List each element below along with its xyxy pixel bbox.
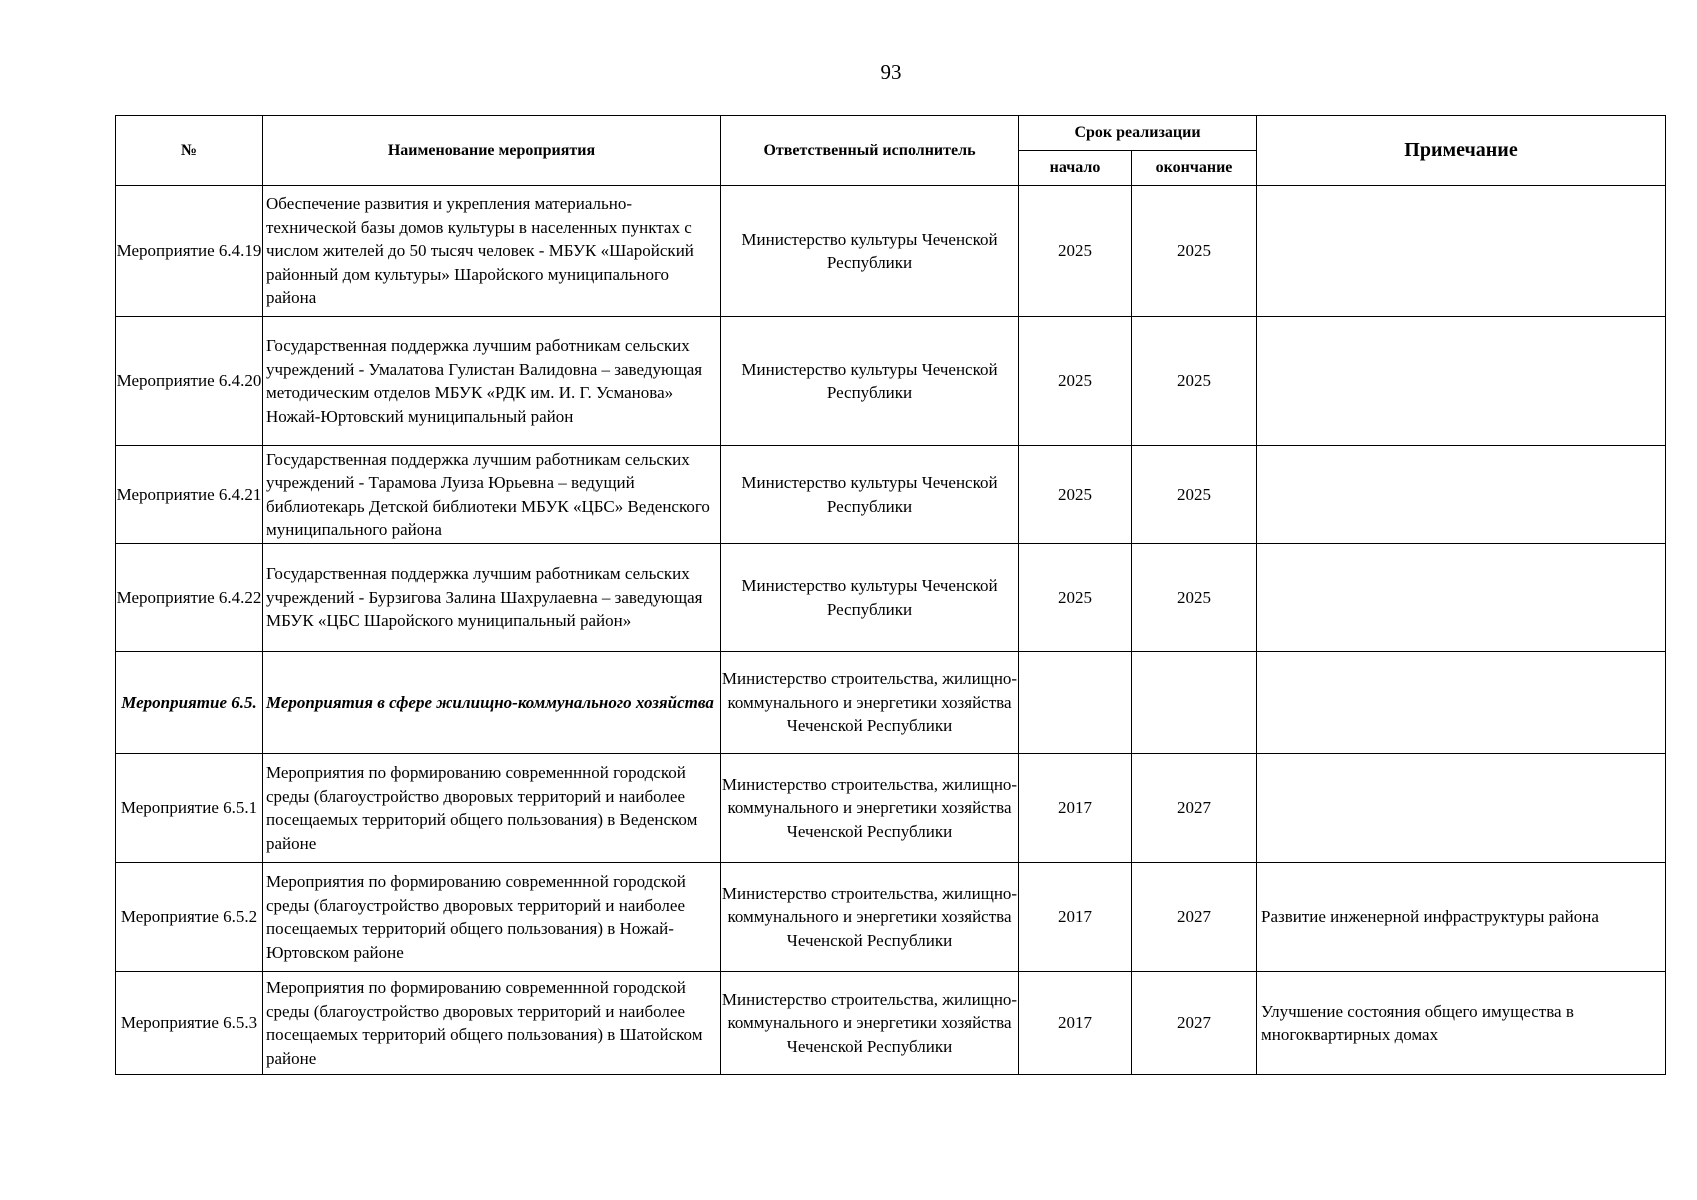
- row-note: Улучшение состояния общего имущества в многоквартирных домах: [1257, 972, 1666, 1075]
- column-header-name: Наименование мероприятия: [263, 116, 721, 186]
- row-note: [1257, 652, 1666, 754]
- row-executor: Министерство культуры Чеченской Республики: [721, 186, 1019, 317]
- column-header-executor: Ответственный исполнитель: [721, 116, 1019, 186]
- row-end: 2025: [1132, 186, 1257, 317]
- row-executor: Министерство культуры Чеченской Республики: [721, 544, 1019, 652]
- row-name: Мероприятия по формированию современнной городской среды (благоустройство дворовых территорий и наиболее посещаемых территорий общего пользования) в Шатойском районе: [263, 972, 721, 1075]
- row-end: 2025: [1132, 544, 1257, 652]
- row-name: Мероприятия по формированию современнной городской среды (благоустройство дворовых территорий и наиболее посещаемых территорий общего пользования) в Ножай-Юртовском районе: [263, 863, 721, 972]
- row-end: 2025: [1132, 317, 1257, 446]
- row-note: [1257, 317, 1666, 446]
- row-start: 2025: [1019, 446, 1132, 544]
- table-row: [116, 972, 1666, 1075]
- row-note: [1257, 446, 1666, 544]
- page-number: 93: [880, 60, 902, 84]
- table-row-section: [116, 652, 1666, 754]
- row-id: Мероприятие 6.5.2: [116, 863, 263, 972]
- column-header-note: Примечание: [1257, 116, 1666, 186]
- column-header-start: начало: [1019, 151, 1132, 186]
- row-start: 2025: [1019, 544, 1132, 652]
- row-name: Государственная поддержка лучшим работникам сельских учреждений - Тарамова Луиза Юрьевна – ведущий библиотекарь Детской библиотеки МБУК «ЦБС» Веденского муниципального района: [263, 446, 721, 544]
- row-id: Мероприятие 6.5.: [116, 652, 263, 754]
- row-note: [1257, 544, 1666, 652]
- row-executor: Министерство культуры Чеченской Республики: [721, 446, 1019, 544]
- row-end: 2027: [1132, 754, 1257, 863]
- row-end: [1132, 652, 1257, 754]
- row-start: 2025: [1019, 186, 1132, 317]
- row-start: 2017: [1019, 754, 1132, 863]
- row-executor: Министерство строительства, жилищно-коммунального и энергетики хозяйства Чеченской Республики: [721, 972, 1019, 1075]
- row-end: 2025: [1132, 446, 1257, 544]
- row-id: Мероприятие 6.4.21: [116, 446, 263, 544]
- table-row: [116, 446, 1666, 544]
- row-executor: Министерство строительства, жилищно-коммунального и энергетики хозяйства Чеченской Республики: [721, 652, 1019, 754]
- row-id: Мероприятие 6.5.3: [116, 972, 263, 1075]
- row-note: [1257, 186, 1666, 317]
- row-id: Мероприятие 6.4.22: [116, 544, 263, 652]
- row-start: 2017: [1019, 863, 1132, 972]
- row-id: Мероприятие 6.4.19: [116, 186, 263, 317]
- row-start: [1019, 652, 1132, 754]
- row-name: Мероприятия в сфере жилищно-коммунального хозяйства: [263, 652, 721, 754]
- row-executor: Министерство строительства, жилищно-коммунального и энергетики хозяйства Чеченской Республики: [721, 863, 1019, 972]
- table-row: [116, 863, 1666, 972]
- row-name: Обеспечение развития и укрепления материально-технической базы домов культуры в населенных пунктах с числом жителей до 50 тысяч человек - МБУК «Шаройский районный дом культуры» Шаройского муниципального района: [263, 186, 721, 317]
- column-header-end: окончание: [1132, 151, 1257, 186]
- table-row: [116, 754, 1666, 863]
- table-row: [116, 186, 1666, 317]
- activities-table: [115, 115, 1666, 1075]
- row-name: Государственная поддержка лучшим работникам сельских учреждений - Бурзигова Залина Шахрулаевна – заведующая МБУК «ЦБС Шаройского муниципальный район»: [263, 544, 721, 652]
- row-note: [1257, 754, 1666, 863]
- row-note: Развитие инженерной инфраструктуры района: [1257, 863, 1666, 972]
- row-executor: Министерство строительства, жилищно-коммунального и энергетики хозяйства Чеченской Республики: [721, 754, 1019, 863]
- column-header-number: №: [116, 116, 263, 186]
- row-start: 2025: [1019, 317, 1132, 446]
- column-header-term: Срок реализации: [1019, 116, 1257, 151]
- row-name: Мероприятия по формированию современнной городской среды (благоустройство дворовых территорий и наиболее посещаемых территорий общего пользования) в Веденском районе: [263, 754, 721, 863]
- row-name: Государственная поддержка лучшим работникам сельских учреждений - Умалатова Гулистан Валидовна – заведующая методическим отделов МБУК «РДК им. И. Г. Усманова» Ножай-Юртовский муниципальный район: [263, 317, 721, 446]
- row-id: Мероприятие 6.4.20: [116, 317, 263, 446]
- row-executor: Министерство культуры Чеченской Республики: [721, 317, 1019, 446]
- row-end: 2027: [1132, 863, 1257, 972]
- row-end: 2027: [1132, 972, 1257, 1075]
- row-start: 2017: [1019, 972, 1132, 1075]
- table-row: [116, 317, 1666, 446]
- table-row: [116, 544, 1666, 652]
- row-id: Мероприятие 6.5.1: [116, 754, 263, 863]
